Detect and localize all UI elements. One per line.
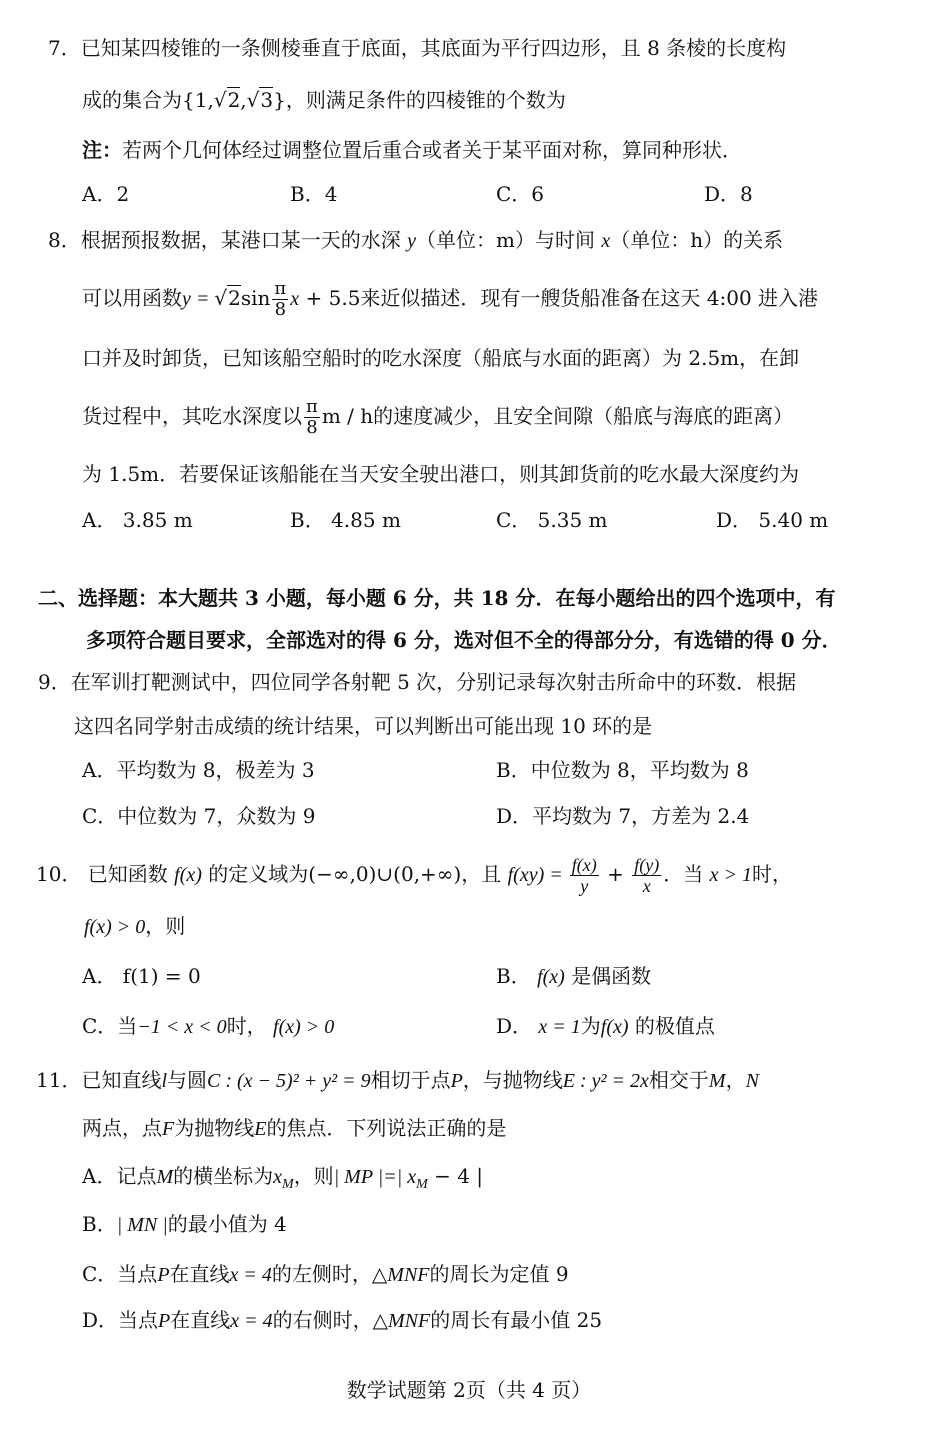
q11-text: 11．已知直线: [36, 1068, 162, 1092]
q8-text: 货过程中，其吃水深度以: [82, 404, 302, 428]
q10-optb-fx: f(x): [537, 966, 565, 988]
q11-text: 相切于点: [370, 1068, 451, 1092]
q11-optd-text: 的右侧时，: [272, 1308, 373, 1332]
q10-optd-text: 的极值点: [634, 1014, 715, 1038]
q8-text: 来近似描述．现有一艘货船准备在这天 4:00 进入港: [360, 286, 819, 310]
q9-option-c: C．中位数为 7，众数为 9: [82, 804, 316, 828]
q10-text: ，且: [461, 862, 502, 886]
q7-text: 成的集合为: [82, 88, 182, 112]
q11-option-a: [82, 1162, 483, 1199]
q11-point-p: P: [450, 1070, 463, 1092]
q11-opta-label: A．记点: [82, 1164, 157, 1188]
q11-text: 的焦点．下列说法正确的是: [266, 1116, 507, 1140]
q10-line1: [36, 856, 792, 895]
sqrt-icon: √: [213, 88, 227, 112]
q10-text: 的定义域为: [208, 862, 309, 886]
q10-condition: x > 1: [709, 864, 752, 886]
q11-opta-text: 的横坐标为: [173, 1164, 274, 1188]
q8-rate-fraction: [304, 398, 320, 437]
section2-heading-line2: 多项符合题目要求，全部选对的得 6 分，选对但不全的得部分分，有选错的得 0 分．: [86, 628, 842, 652]
q8-formula-tail: + 5.5: [299, 286, 361, 310]
q10-option-d: [496, 1012, 715, 1041]
q10-line2: [84, 912, 185, 941]
q8-text: 8．根据预报数据，某港口某一天的水深: [48, 228, 401, 252]
q10-fxy: f(xy) =: [507, 864, 568, 886]
q11-line-l: l: [161, 1070, 168, 1092]
q8-text: （单位：h）的关系: [610, 228, 784, 252]
q11-optc-triangle: △MNF: [371, 1264, 430, 1286]
page-footer: 数学试题第 2页（共 4 页）: [346, 1378, 592, 1402]
q10-frac2-den: x: [642, 876, 651, 896]
q7-set-open: {1,: [182, 88, 214, 112]
q10-plus: +: [600, 862, 631, 886]
q10-optc-text: 时，: [226, 1014, 267, 1038]
q10-fraction-1: [570, 856, 599, 895]
q10-optd-label: D．: [496, 1014, 539, 1038]
q8-text: （单位：m）与时间: [415, 228, 595, 252]
q11-option-c: [82, 1260, 569, 1289]
q11-optd-text: 的周长有最小值 25: [430, 1308, 603, 1332]
q10-optd-x: x = 1: [538, 1016, 581, 1038]
q8-var-x: x: [601, 230, 611, 252]
q11-optc-text: 在直线: [169, 1262, 230, 1286]
q8-frac-den: 8: [306, 417, 318, 438]
q10-fx-positive: f(x) > 0: [84, 916, 146, 938]
q11-opta-sub: M: [416, 1177, 428, 1192]
q11-optd-text: 在直线: [170, 1308, 231, 1332]
q8-formula-lhs: y =: [182, 288, 215, 310]
q10-text: ．当: [663, 862, 704, 886]
q11-text: 为抛物线: [174, 1116, 255, 1140]
q11-optd-triangle: △MNF: [372, 1310, 431, 1332]
q8-fraction: [272, 280, 288, 319]
section2-heading-line1: 二、选择题：本大题共 3 小题，每小题 6 分，共 18 分．在每小题给出的四个选项中，有: [38, 586, 836, 610]
q11-parabola-eq: E : y² = 2x: [562, 1070, 649, 1092]
q10-frac1-den: y: [580, 876, 589, 896]
q11-line2: [82, 1114, 506, 1143]
q11-option-d: [82, 1306, 602, 1335]
q10-optc-label: C．当: [82, 1014, 138, 1038]
q8-line5: 为 1.5m．若要保证该船能在当天安全驶出港口，则其卸货前的吃水最大深度约为: [82, 462, 800, 486]
q8-option-b: B． 4.85 m: [290, 508, 401, 532]
q9-option-d: D．平均数为 7，方差为 2.4: [496, 804, 750, 828]
q11-text: 两点，点: [82, 1116, 162, 1140]
q10-frac1-num: f(x): [571, 855, 597, 875]
q11-optb-label: B．: [82, 1212, 117, 1236]
q8-var-y: y: [407, 230, 416, 252]
q7-line1: 7．已知某四棱锥的一条侧棱垂直于底面，其底面为平行四边形，且 8 条棱的长度构: [48, 36, 787, 60]
q7-option-a: A．2: [82, 182, 130, 206]
q10-optc-fx: f(x) > 0: [273, 1016, 335, 1038]
q10-optd-fx: f(x): [600, 1016, 629, 1038]
q7-option-c: C．6: [496, 182, 545, 206]
q8-line1: [48, 226, 783, 255]
q7-note: [82, 136, 742, 164]
q8-frac-den: 8: [274, 299, 287, 320]
q8-radicand: 2: [228, 286, 241, 310]
q10-frac2-num: f(y): [634, 855, 660, 875]
q7-option-d: D．8: [704, 182, 753, 206]
q8-sin: sin: [240, 286, 271, 310]
q8-option-d: D． 5.40 m: [716, 508, 829, 532]
q9-line2: 这四名同学射击成绩的统计结果，可以判断出可能出现 10 环的是: [74, 714, 653, 738]
q10-fraction-2: [632, 856, 661, 895]
q11-point-f: F: [162, 1118, 175, 1140]
q11-opta-eq: | MP |=| x: [333, 1166, 417, 1188]
q11-optd-p: P: [158, 1310, 171, 1332]
q11-parabola-e: E: [254, 1118, 267, 1140]
q8-frac-num: π: [306, 396, 318, 417]
q11-comma: ，: [725, 1068, 746, 1092]
q11-optc-text: 的周长为定值 9: [429, 1262, 569, 1286]
q11-optd-eq: x = 4: [230, 1310, 273, 1332]
q8-text: 可以用函数: [82, 286, 182, 310]
q8-option-c: C． 5.35 m: [496, 508, 608, 532]
q10-optd-text: 为: [580, 1014, 601, 1038]
q8-frac-num: π: [274, 278, 287, 299]
q11-text: 与圆: [167, 1068, 208, 1092]
q11-optb-text: 的最小值为 4: [167, 1212, 287, 1236]
q9-option-a: A．平均数为 8，极差为 3: [82, 758, 315, 782]
q11-optc-label: C．当点: [82, 1262, 158, 1286]
q10-fx: f(x): [174, 864, 202, 886]
q8-option-a: A． 3.85 m: [82, 508, 193, 532]
q11-optc-text: 的左侧时，: [271, 1262, 372, 1286]
q9-option-b: B．中位数为 8，平均数为 8: [496, 758, 749, 782]
q11-optb-mn: | MN |: [116, 1214, 168, 1236]
q7-radicand-3: 3: [260, 88, 274, 112]
q7-set-close: }: [273, 88, 286, 112]
q7-option-b: B．4: [290, 182, 338, 206]
q8-rate-unit: m / h: [321, 404, 374, 428]
q11-opta-m: M: [156, 1166, 174, 1188]
q11-opta-x: x: [273, 1166, 283, 1188]
q11-optc-p: P: [157, 1264, 170, 1286]
q10-text: 时，: [751, 862, 792, 886]
q11-optc-eq: x = 4: [229, 1264, 272, 1286]
q10-optc-range: −1 < x < 0: [137, 1016, 227, 1038]
q7-line2: 成的集合为{1,√2,√3}，则满足条件的四棱锥的个数为: [82, 88, 566, 112]
q11-opta-text: ，则: [293, 1164, 334, 1188]
q11-point-m: M: [708, 1070, 726, 1092]
q10-optb-text: 是偶函数: [571, 964, 652, 988]
sqrt-icon: √: [246, 88, 260, 112]
sqrt-icon: √: [214, 286, 228, 310]
q11-text: ，与抛物线: [462, 1068, 563, 1092]
q10-option-c: [82, 1012, 334, 1041]
q11-opta-eq-tail: − 4 |: [427, 1164, 484, 1188]
q11-text: 相交于: [648, 1068, 709, 1092]
q9-line1: 9．在军训打靶测试中，四位同学各射靶 5 次，分别记录每次射击所命中的环数．根据: [38, 670, 797, 694]
q10-domain: (−∞,0)∪(0,+∞): [308, 862, 462, 886]
q8-var-x: x: [290, 288, 300, 310]
q10-optb-label: B．: [496, 964, 538, 988]
q8-line2: [82, 280, 818, 319]
q7-text: ，则满足条件的四棱锥的个数为: [285, 88, 566, 112]
q11-circle-eq: C : (x − 5)² + y² = 9: [207, 1070, 371, 1092]
q11-line1: [36, 1066, 759, 1095]
q11-opta-sub: M: [282, 1177, 294, 1192]
q8-text: 的速度减少，且安全间隙（船底与海底的距离）: [373, 404, 794, 428]
q7-radicand-2: 2: [227, 88, 241, 112]
q10-text: 10． 已知函数: [36, 862, 168, 886]
q8-line3: 口并及时卸货，已知该船空船时的吃水深度（船底与水面的距离）为 2.5m，在卸: [82, 346, 800, 370]
q8-line4: [82, 398, 793, 437]
q11-point-n: N: [745, 1070, 759, 1092]
q11-option-b: [82, 1210, 287, 1239]
q7-note-label: 注：: [82, 138, 122, 162]
q10-option-b: [496, 962, 651, 991]
q10-option-a: A． f(1) = 0: [82, 964, 201, 988]
q11-optd-label: D．当点: [82, 1308, 159, 1332]
q7-note-text: 若两个几何体经过调整位置后重合或者关于某平面对称，算同种形状．: [122, 138, 742, 162]
q10-text: ，则: [145, 914, 186, 938]
